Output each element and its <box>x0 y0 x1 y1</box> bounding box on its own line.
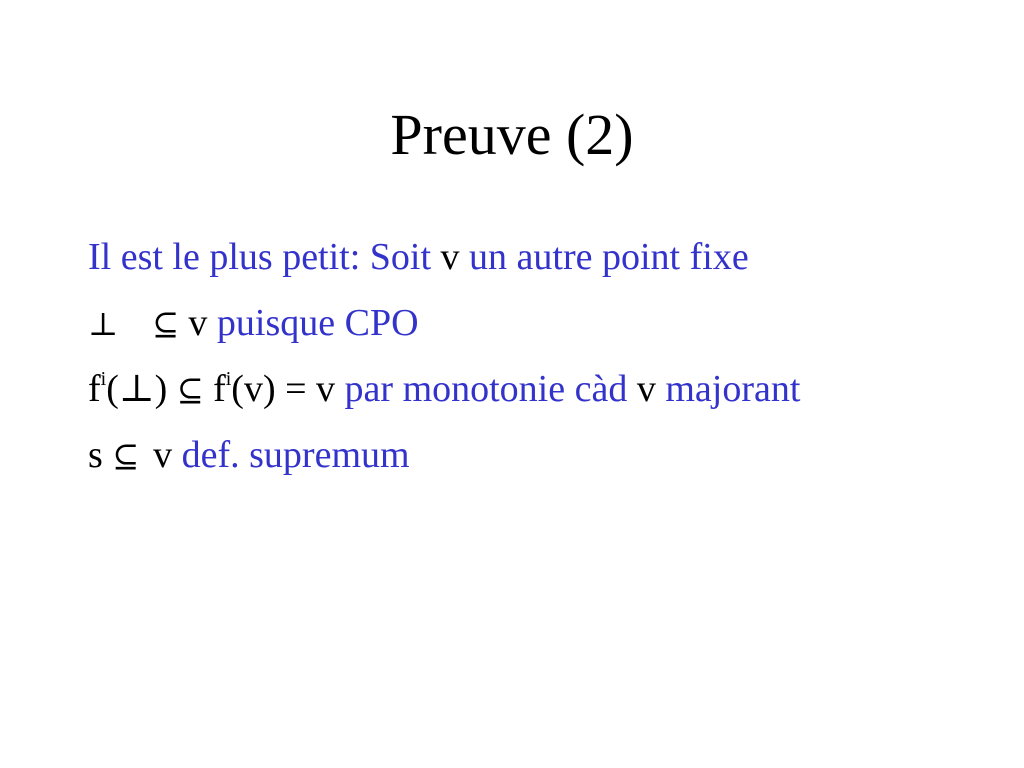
proof-line-1 <box>88 234 749 280</box>
proof-line-2 <box>88 300 419 347</box>
math-variable: v <box>153 434 173 476</box>
math-function: f <box>88 368 101 410</box>
text-segment: def. supremum <box>181 434 410 476</box>
slide-title: Preuve (2) <box>390 102 634 167</box>
subseteq-symbol: ⊆ <box>112 437 140 475</box>
math-variable: v <box>188 302 208 344</box>
text-segment: par monotonie càd <box>344 368 628 410</box>
text-segment: puisque CPO <box>216 302 419 344</box>
math-variable: v <box>636 368 656 410</box>
subseteq-symbol: ⊆ <box>152 305 179 343</box>
text-segment: majorant <box>665 368 801 410</box>
proof-line-4 <box>88 432 410 479</box>
math-expression: (⊥) <box>106 368 168 410</box>
math-variable: s <box>88 434 103 476</box>
bottom-symbol: ⊥ <box>88 305 119 343</box>
math-expression: (v) = v <box>231 368 336 410</box>
superscript: i <box>100 368 107 390</box>
math-function: f <box>213 368 226 410</box>
superscript: i <box>225 368 232 390</box>
math-variable: v <box>440 236 460 278</box>
proof-line-3 <box>88 366 800 418</box>
text-segment: un autre point fixe <box>469 236 749 278</box>
subseteq-symbol: ⊆ <box>176 371 204 409</box>
text-segment: Il est le plus petit: Soit <box>88 236 432 278</box>
